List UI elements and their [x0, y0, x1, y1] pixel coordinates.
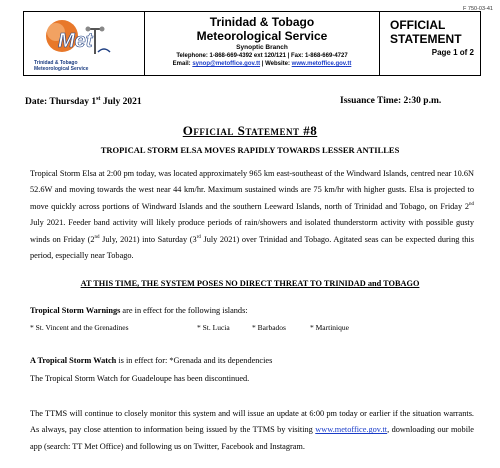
contact-online	[145, 60, 379, 68]
watch-discontinued-line: The Tropical Storm Watch for Guadeloupe has been discontinued.	[30, 374, 250, 383]
met-logo-icon	[24, 12, 144, 62]
monitoring-paragraph: The TTMS will continue to closely monitor this system and will issue an update at 6:00 pm today or earlier if the situation warrants. As always, pay close attention to information being issued by the TTMS by visiting www.metoffice.gov.tt, downloading our mobile app (search: TT Met Office) and following us on Twitter, Facebook and Instagram.	[30, 409, 474, 451]
official-statement-label	[390, 18, 462, 46]
letterhead	[23, 11, 481, 76]
logo-block	[24, 12, 145, 75]
org-block	[145, 12, 380, 75]
email-label: Email:	[172, 61, 191, 67]
contact-phone: Telephone: 1-868-669-4392 ext 120/121 | Fax: 1-868-669-4727	[176, 53, 348, 59]
official-line1: OFFICIAL	[390, 18, 446, 32]
logo-sub-line1: Trinidad & Tobago	[34, 60, 78, 66]
warned-islands-list	[30, 323, 470, 335]
statement-badge	[380, 12, 480, 75]
list-item: * Barbados	[252, 323, 286, 332]
form-code: F 750-03-41	[463, 6, 493, 12]
org-name-line1: Trinidad & Tobago	[209, 15, 315, 29]
logo-wordmark: Met	[58, 30, 93, 52]
statement-title: Official Statement #8	[182, 123, 318, 138]
branch-name: Synoptic Branch	[236, 44, 288, 51]
list-item: * Martinique	[310, 323, 349, 332]
website-link[interactable]: www.metoffice.gov.tt	[291, 61, 352, 67]
statement-subtitle: TROPICAL STORM ELSA MOVES RAPIDLY TOWARDS LESSER ANTILLES	[100, 145, 400, 155]
official-line2: STATEMENT	[390, 32, 462, 46]
storm-description-paragraph: Tropical Storm Elsa at 2:00 pm today, was located approximately 965 km east-southeast of the Windward Islands, centred near 10.6N 52.6W and moving towards the west near 44 km/hr. Maximum sustained winds are 75 km/hr with higher gusts. Elsa is projected to move quickly across portions of Windward Islands and the southern Leeward Islands, north of Trinidad and Tobago, on Friday 2nd July 2021. Feeder band activity will likely produce periods of rain/showers and isolated thunderstorm activity with possible gusty winds on Friday (2nd July, 2021) into Saturday (3rd July 2021) over Trinidad and Tobago. Agitated seas can be expected during this period, especially near Tobago.	[30, 169, 474, 261]
website-body-link[interactable]: www.metoffice.gov.tt	[315, 425, 388, 435]
org-name-line2: Meteorological Service	[196, 29, 328, 43]
list-item: * St. Vincent and the Grenadines	[30, 323, 129, 332]
website-label: | Website:	[261, 61, 290, 67]
email-link[interactable]: synop@metoffice.gov.tt	[192, 61, 261, 67]
issuance-time: Issuance Time: 2:30 p.m.	[340, 96, 442, 106]
list-item: * St. Lucia	[197, 323, 230, 332]
warnings-line: Tropical Storm Warnings are in effect for the following islands:	[30, 306, 248, 315]
page-number: Page 1 of 2	[431, 48, 474, 57]
watch-line: A Tropical Storm Watch is in effect for: *Grenada and its dependencies	[30, 356, 273, 365]
issue-date: Date: Thursday 1st July 2021	[25, 96, 142, 108]
threat-notice: AT THIS TIME, THE SYSTEM POSES NO DIRECT THREAT TO TRINIDAD and TOBAGO	[80, 279, 420, 288]
logo-sub-line2: Meteorological Service	[34, 66, 89, 72]
